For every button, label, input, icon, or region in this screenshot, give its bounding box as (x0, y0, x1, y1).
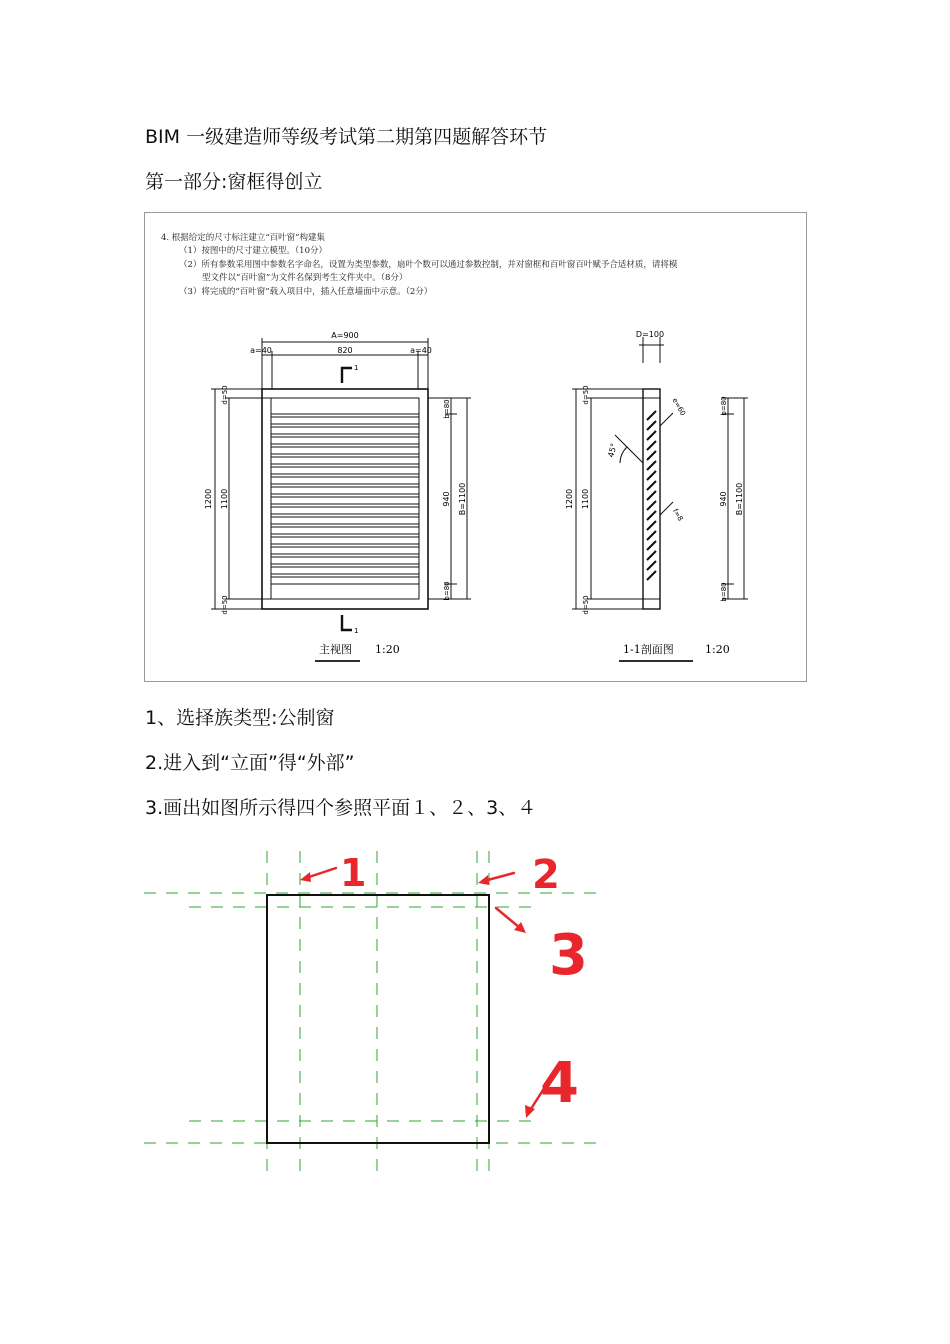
section-mark-label-bottom: 1 (354, 627, 359, 635)
front-view (211, 338, 471, 661)
section-angle: 45° (606, 442, 619, 459)
section-dim-b-top: b=80 (720, 396, 728, 416)
section-view-scale: 1:20 (705, 643, 730, 656)
front-dim-d-bottom: d=50 (221, 595, 229, 615)
section-dim-D: D=100 (635, 330, 665, 339)
step-3: 3.画出如图所示得四个参照平面１、２、3、４ (145, 797, 537, 819)
section-dim-b-bottom: b=80 (720, 582, 728, 602)
front-view-scale: 1:20 (375, 643, 400, 656)
section-dim-1200: 1200 (565, 488, 574, 510)
front-dim-1200: 1200 (204, 488, 213, 510)
section-mark-label-top: 1 (354, 364, 359, 372)
front-dim-b-top: b=80 (443, 399, 451, 419)
task-item-3: 型文件以“百叶窗”为文件名保到考生文件夹中。（8分） (202, 273, 408, 283)
document-title: BIM 一级建造师等级考试第二期第四题解答环节 (145, 126, 548, 148)
annotation-label-2: 2 (532, 852, 560, 898)
section-dim-d-top: d=50 (582, 385, 590, 405)
front-dim-B: B=1100 (458, 482, 467, 516)
front-view-caption: 主视图 (319, 643, 352, 656)
reference-plane-lines (144, 851, 604, 1181)
front-dim-940: 940 (442, 491, 451, 507)
reference-planes-figure (144, 846, 604, 1181)
front-dim-1100: 1100 (220, 488, 229, 510)
annotation-arrows (300, 868, 543, 1118)
task-heading: 4. 根据给定的尺寸标注建立“百叶窗”构建集 (161, 233, 326, 243)
step-2: 2.进入到“立面”得“外部” (145, 752, 355, 774)
section-dim-B: B=1100 (735, 482, 744, 516)
front-dim-a-right: a=40 (410, 346, 432, 355)
front-dim-b-bottom: b=80 (443, 581, 451, 601)
front-dim-A: A=900 (331, 331, 359, 340)
window-frame-outline (267, 895, 489, 1143)
step-1: 1、选择族类型:公制窗 (145, 707, 335, 729)
section-heading: 第一部分:窗框得创立 (145, 171, 323, 193)
section-dim-940: 940 (719, 491, 728, 507)
task-item-1: （1）按图中的尺寸建立模型。（10分） (179, 246, 327, 256)
annotation-label-4: 4 (540, 1051, 579, 1116)
section-view-caption: 1-1剖面图 (623, 643, 674, 656)
task-item-4: （3）将完成的“百叶窗”载入项目中，插入任意墙面中示意。（2分） (179, 287, 433, 297)
section-dim-1100: 1100 (581, 488, 590, 510)
front-dim-820: 820 (337, 346, 353, 355)
section-dim-d-bottom: d=50 (582, 595, 590, 615)
annotation-label-3: 3 (549, 923, 588, 988)
exam-drawing-figure (144, 212, 807, 682)
task-item-2: （2）所有参数采用图中参数名字命名，设置为类型参数，扇叶个数可以通过参数控制，并对窗框和百叶窗百叶赋予合适材质，请将模 (179, 260, 678, 270)
annotation-label-1: 1 (340, 851, 367, 895)
section-dim-f: f=8 (671, 507, 685, 523)
front-dim-d-top: d=50 (221, 385, 229, 405)
section-dim-e: e=60 (670, 396, 687, 418)
front-dim-a-left: a=40 (250, 346, 272, 355)
